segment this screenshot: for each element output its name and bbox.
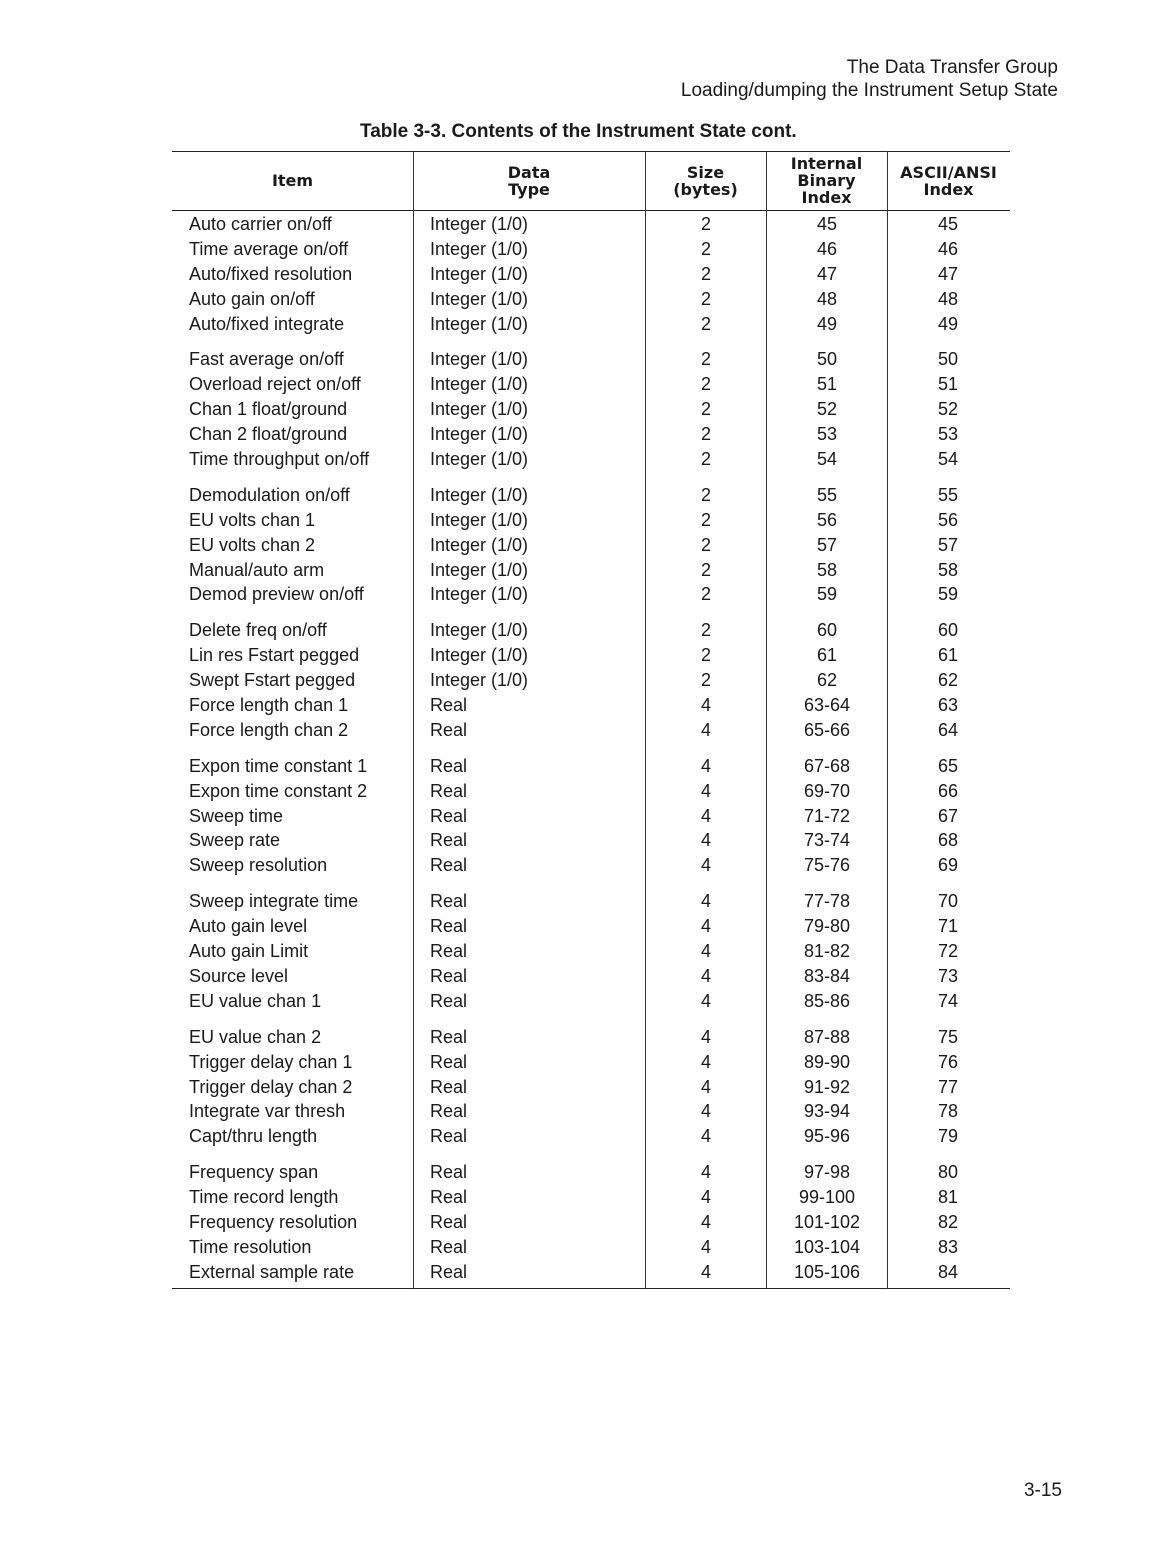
cell-data-type: Real <box>430 1076 468 1097</box>
cell-size: 2 <box>700 313 711 334</box>
cell-data-type: Real <box>430 965 468 986</box>
cell-item: Sweep rate <box>189 830 281 851</box>
column-header-ascii-index: ASCII/ANSI Index <box>900 162 997 199</box>
row-group <box>172 347 1010 471</box>
column-header-binary-index: Internal Binary Index <box>790 154 863 207</box>
table-row <box>172 989 1010 1014</box>
cell-size: 4 <box>700 1026 711 1047</box>
table-row <box>172 1075 1010 1100</box>
table-row <box>172 1235 1010 1260</box>
column-header-data-type: Data Type <box>507 162 551 199</box>
column-header-size: Size (bytes) <box>673 162 738 199</box>
table-row <box>172 397 1010 422</box>
cell-binary-index: 57 <box>816 534 838 555</box>
cell-ascii-index: 52 <box>937 399 959 420</box>
cell-binary-index: 89-90 <box>803 1051 851 1072</box>
cell-ascii-index: 57 <box>937 534 959 555</box>
table-row <box>172 643 1010 668</box>
table-row <box>172 939 1010 964</box>
cell-binary-index: 83-84 <box>803 965 851 986</box>
cell-data-type: Integer (1/0) <box>430 559 529 580</box>
row-group <box>172 754 1010 878</box>
cell-size: 4 <box>700 695 711 716</box>
cell-ascii-index: 60 <box>937 620 959 641</box>
cell-binary-index: 69-70 <box>803 780 851 801</box>
cell-size: 4 <box>700 805 711 826</box>
cell-binary-index: 45 <box>816 214 838 234</box>
cell-data-type: Real <box>430 719 468 740</box>
cell-binary-index: 48 <box>816 288 838 309</box>
cell-binary-index: 58 <box>816 559 838 580</box>
cell-item: EU volts chan 2 <box>189 534 316 555</box>
cell-binary-index: 46 <box>816 238 838 259</box>
cell-ascii-index: 82 <box>937 1211 959 1232</box>
cell-binary-index: 93-94 <box>803 1101 851 1122</box>
cell-binary-index: 47 <box>816 263 838 284</box>
row-group <box>172 1025 1010 1149</box>
table-row <box>172 779 1010 804</box>
cell-data-type: Real <box>430 916 468 937</box>
cell-ascii-index: 70 <box>937 891 959 912</box>
cell-binary-index: 95-96 <box>803 1126 851 1147</box>
cell-data-type: Real <box>430 1101 468 1122</box>
cell-size: 2 <box>700 584 711 605</box>
cell-ascii-index: 61 <box>937 645 959 666</box>
cell-binary-index: 52 <box>816 399 838 420</box>
cell-item: EU value chan 1 <box>189 990 322 1011</box>
cell-binary-index: 65-66 <box>803 719 851 740</box>
cell-ascii-index: 58 <box>937 559 959 580</box>
cell-ascii-index: 73 <box>937 965 959 986</box>
cell-data-type: Integer (1/0) <box>430 449 529 470</box>
cell-data-type: Real <box>430 1026 468 1047</box>
cell-item: Auto/fixed resolution <box>189 263 353 284</box>
cell-ascii-index: 67 <box>937 805 959 826</box>
cell-ascii-index: 69 <box>937 855 959 876</box>
cell-item: Auto gain level <box>189 916 308 937</box>
cell-item: Auto/fixed integrate <box>189 313 345 334</box>
cell-data-type: Real <box>430 830 468 851</box>
cell-item: Expon time constant 1 <box>189 755 368 776</box>
table-row <box>172 558 1010 583</box>
cell-ascii-index: 56 <box>937 509 959 530</box>
row-group <box>172 618 1010 742</box>
table-row <box>172 718 1010 743</box>
cell-item: Frequency span <box>189 1162 319 1183</box>
cell-binary-index: 103-104 <box>793 1236 861 1257</box>
cell-binary-index: 99-100 <box>798 1187 856 1208</box>
cell-binary-index: 91-92 <box>803 1076 851 1097</box>
cell-item: Manual/auto arm <box>189 559 325 580</box>
cell-data-type: Integer (1/0) <box>430 399 529 420</box>
table-row <box>172 533 1010 558</box>
cell-data-type: Real <box>430 891 468 912</box>
cell-size: 2 <box>700 670 711 691</box>
cell-binary-index: 61 <box>816 645 838 666</box>
cell-data-type: Real <box>430 1236 468 1257</box>
cell-binary-index: 71-72 <box>803 805 851 826</box>
cell-data-type: Integer (1/0) <box>430 645 529 666</box>
cell-size: 4 <box>700 830 711 851</box>
cell-size: 2 <box>700 620 711 641</box>
cell-binary-index: 54 <box>816 449 838 470</box>
table-row <box>172 804 1010 829</box>
cell-size: 4 <box>700 1187 711 1208</box>
cell-ascii-index: 55 <box>937 484 959 505</box>
cell-item: Auto gain on/off <box>189 288 315 309</box>
table-row <box>172 347 1010 372</box>
table-row <box>172 1025 1010 1050</box>
cell-size: 4 <box>700 855 711 876</box>
cell-item: Swept Fstart pegged <box>189 670 356 691</box>
cell-ascii-index: 76 <box>937 1051 959 1072</box>
cell-size: 4 <box>700 1101 711 1122</box>
cell-data-type: Integer (1/0) <box>430 349 529 370</box>
cell-item: Sweep time <box>189 805 284 826</box>
table-row <box>172 582 1010 607</box>
page-number: 3-15 <box>1023 1480 1062 1501</box>
table-row <box>172 287 1010 312</box>
header-section-title: The Data Transfer Group <box>846 57 1058 78</box>
cell-ascii-index: 50 <box>937 349 959 370</box>
cell-item: Trigger delay chan 2 <box>189 1076 353 1097</box>
cell-ascii-index: 75 <box>937 1026 959 1047</box>
cell-data-type: Real <box>430 990 468 1011</box>
cell-data-type: Integer (1/0) <box>430 670 529 691</box>
cell-binary-index: 73-74 <box>803 830 851 851</box>
cell-item: Time average on/off <box>189 238 349 259</box>
table-row <box>172 508 1010 533</box>
cell-ascii-index: 80 <box>937 1162 959 1183</box>
cell-data-type: Integer (1/0) <box>430 214 529 234</box>
row-group <box>172 1160 1010 1284</box>
cell-size: 2 <box>700 449 711 470</box>
cell-binary-index: 56 <box>816 509 838 530</box>
cell-size: 2 <box>700 645 711 666</box>
table-row <box>172 237 1010 262</box>
table-row <box>172 1260 1010 1285</box>
cell-size: 4 <box>700 941 711 962</box>
cell-data-type: Integer (1/0) <box>430 509 529 530</box>
table-row <box>172 964 1010 989</box>
cell-binary-index: 67-68 <box>803 755 851 776</box>
table-row <box>172 372 1010 397</box>
cell-binary-index: 101-102 <box>793 1211 861 1232</box>
table-row <box>172 212 1010 237</box>
cell-size: 2 <box>700 484 711 505</box>
table-row <box>172 828 1010 853</box>
cell-size: 2 <box>700 424 711 445</box>
cell-item: Time record length <box>189 1187 339 1208</box>
cell-size: 4 <box>700 1236 711 1257</box>
cell-item: Auto gain Limit <box>189 941 309 962</box>
cell-binary-index: 87-88 <box>803 1026 851 1047</box>
cell-data-type: Real <box>430 855 468 876</box>
cell-ascii-index: 62 <box>937 670 959 691</box>
cell-size: 2 <box>700 374 711 395</box>
cell-ascii-index: 72 <box>937 941 959 962</box>
cell-ascii-index: 79 <box>937 1126 959 1147</box>
cell-size: 2 <box>700 534 711 555</box>
cell-binary-index: 85-86 <box>803 990 851 1011</box>
table-row <box>172 1160 1010 1185</box>
cell-binary-index: 97-98 <box>803 1162 851 1183</box>
cell-ascii-index: 46 <box>937 238 959 259</box>
cell-item: Overload reject on/off <box>189 374 361 395</box>
cell-binary-index: 63-64 <box>803 695 851 716</box>
cell-ascii-index: 59 <box>937 584 959 605</box>
cell-ascii-index: 65 <box>937 755 959 776</box>
table-header-rule <box>172 210 1010 211</box>
cell-data-type: Real <box>430 1187 468 1208</box>
cell-size: 4 <box>700 916 711 937</box>
cell-data-type: Integer (1/0) <box>430 288 529 309</box>
cell-binary-index: 77-78 <box>803 891 851 912</box>
running-header <box>681 56 1058 102</box>
table-row <box>172 1124 1010 1149</box>
cell-binary-index: 105-106 <box>793 1261 861 1282</box>
row-group <box>172 212 1010 336</box>
cell-size: 2 <box>700 263 711 284</box>
table-row <box>172 618 1010 643</box>
cell-data-type: Integer (1/0) <box>430 424 529 445</box>
cell-ascii-index: 53 <box>937 424 959 445</box>
cell-data-type: Real <box>430 755 468 776</box>
cell-ascii-index: 48 <box>937 288 959 309</box>
cell-item: EU value chan 2 <box>189 1026 322 1047</box>
cell-item: External sample rate <box>189 1261 355 1282</box>
cell-size: 4 <box>700 1162 711 1183</box>
cell-size: 4 <box>700 1211 711 1232</box>
table-row <box>172 1210 1010 1235</box>
cell-ascii-index: 74 <box>937 990 959 1011</box>
cell-ascii-index: 45 <box>937 214 959 234</box>
row-group <box>172 889 1010 1013</box>
table-row <box>172 1185 1010 1210</box>
cell-item: Source level <box>189 965 289 986</box>
cell-binary-index: 60 <box>816 620 838 641</box>
cell-data-type: Integer (1/0) <box>430 374 529 395</box>
cell-ascii-index: 68 <box>937 830 959 851</box>
cell-binary-index: 49 <box>816 313 838 334</box>
cell-size: 4 <box>700 891 711 912</box>
table-row <box>172 262 1010 287</box>
cell-ascii-index: 64 <box>937 719 959 740</box>
cell-ascii-index: 49 <box>937 313 959 334</box>
cell-size: 4 <box>700 780 711 801</box>
cell-ascii-index: 81 <box>937 1187 959 1208</box>
cell-ascii-index: 84 <box>937 1261 959 1282</box>
cell-data-type: Real <box>430 1126 468 1147</box>
cell-ascii-index: 78 <box>937 1101 959 1122</box>
cell-data-type: Real <box>430 780 468 801</box>
cell-item: Capt/thru length <box>189 1126 318 1147</box>
table-row <box>172 312 1010 337</box>
cell-data-type: Integer (1/0) <box>430 534 529 555</box>
cell-data-type: Integer (1/0) <box>430 263 529 284</box>
cell-item: Trigger delay chan 1 <box>189 1051 353 1072</box>
cell-item: Integrate var thresh <box>189 1101 346 1122</box>
cell-item: Force length chan 1 <box>189 695 349 716</box>
cell-ascii-index: 66 <box>937 780 959 801</box>
cell-item: Lin res Fstart pegged <box>189 645 360 666</box>
cell-binary-index: 59 <box>816 584 838 605</box>
table-row <box>172 483 1010 508</box>
cell-data-type: Real <box>430 1211 468 1232</box>
cell-ascii-index: 51 <box>937 374 959 395</box>
cell-binary-index: 55 <box>816 484 838 505</box>
cell-ascii-index: 47 <box>937 263 959 284</box>
cell-data-type: Real <box>430 805 468 826</box>
table-row <box>172 914 1010 939</box>
cell-data-type: Real <box>430 1051 468 1072</box>
table-row <box>172 754 1010 779</box>
cell-size: 2 <box>700 559 711 580</box>
cell-ascii-index: 54 <box>937 449 959 470</box>
cell-size: 2 <box>700 399 711 420</box>
table-row <box>172 1099 1010 1124</box>
table-row <box>172 853 1010 878</box>
cell-binary-index: 53 <box>816 424 838 445</box>
cell-size: 4 <box>700 1126 711 1147</box>
cell-size: 4 <box>700 719 711 740</box>
cell-ascii-index: 77 <box>937 1076 959 1097</box>
cell-size: 2 <box>700 214 711 234</box>
cell-data-type: Integer (1/0) <box>430 484 529 505</box>
table-row <box>172 447 1010 472</box>
cell-item: Sweep integrate time <box>189 891 359 912</box>
row-group <box>172 483 1010 607</box>
cell-item: Time resolution <box>189 1236 312 1257</box>
table-row <box>172 693 1010 718</box>
cell-binary-index: 50 <box>816 349 838 370</box>
cell-item: Frequency resolution <box>189 1211 358 1232</box>
cell-size: 2 <box>700 349 711 370</box>
cell-item: Sweep resolution <box>189 855 328 876</box>
cell-size: 4 <box>700 1051 711 1072</box>
cell-item: Delete freq on/off <box>189 620 327 641</box>
cell-size: 4 <box>700 1261 711 1282</box>
header-subsection-title: Loading/dumping the Instrument Setup State <box>680 80 1058 101</box>
cell-ascii-index: 83 <box>937 1236 959 1257</box>
cell-item: Force length chan 2 <box>189 719 349 740</box>
cell-binary-index: 62 <box>816 670 838 691</box>
cell-data-type: Real <box>430 941 468 962</box>
cell-size: 2 <box>700 288 711 309</box>
cell-data-type: Real <box>430 1261 468 1282</box>
cell-item: Demodulation on/off <box>189 484 350 505</box>
cell-ascii-index: 63 <box>937 695 959 716</box>
cell-item: Fast average on/off <box>189 349 344 370</box>
cell-binary-index: 51 <box>816 374 838 395</box>
cell-data-type: Real <box>430 1162 468 1183</box>
cell-item: Auto carrier on/off <box>189 214 332 234</box>
cell-size: 4 <box>700 755 711 776</box>
cell-size: 2 <box>700 509 711 530</box>
cell-data-type: Integer (1/0) <box>430 620 529 641</box>
cell-data-type: Real <box>430 695 468 716</box>
table-row <box>172 422 1010 447</box>
column-header-item: Item <box>271 171 314 190</box>
cell-binary-index: 81-82 <box>803 941 851 962</box>
table-row <box>172 889 1010 914</box>
cell-binary-index: 75-76 <box>803 855 851 876</box>
cell-item: Chan 1 float/ground <box>189 399 348 420</box>
table-row <box>172 668 1010 693</box>
cell-item: Chan 2 float/ground <box>189 424 348 445</box>
cell-data-type: Integer (1/0) <box>430 584 529 605</box>
cell-item: Demod preview on/off <box>189 584 364 605</box>
cell-ascii-index: 71 <box>937 916 959 937</box>
cell-data-type: Integer (1/0) <box>430 313 529 334</box>
cell-size: 4 <box>700 1076 711 1097</box>
table-body <box>172 212 1010 1296</box>
table-title: Table 3-3. Contents of the Instrument State cont. <box>360 121 797 142</box>
table-row <box>172 1050 1010 1075</box>
cell-data-type: Integer (1/0) <box>430 238 529 259</box>
cell-item: EU volts chan 1 <box>189 509 316 530</box>
cell-binary-index: 79-80 <box>803 916 851 937</box>
cell-item: Time throughput on/off <box>189 449 370 470</box>
cell-size: 4 <box>700 990 711 1011</box>
cell-item: Expon time constant 2 <box>189 780 368 801</box>
cell-size: 2 <box>700 238 711 259</box>
cell-size: 4 <box>700 965 711 986</box>
